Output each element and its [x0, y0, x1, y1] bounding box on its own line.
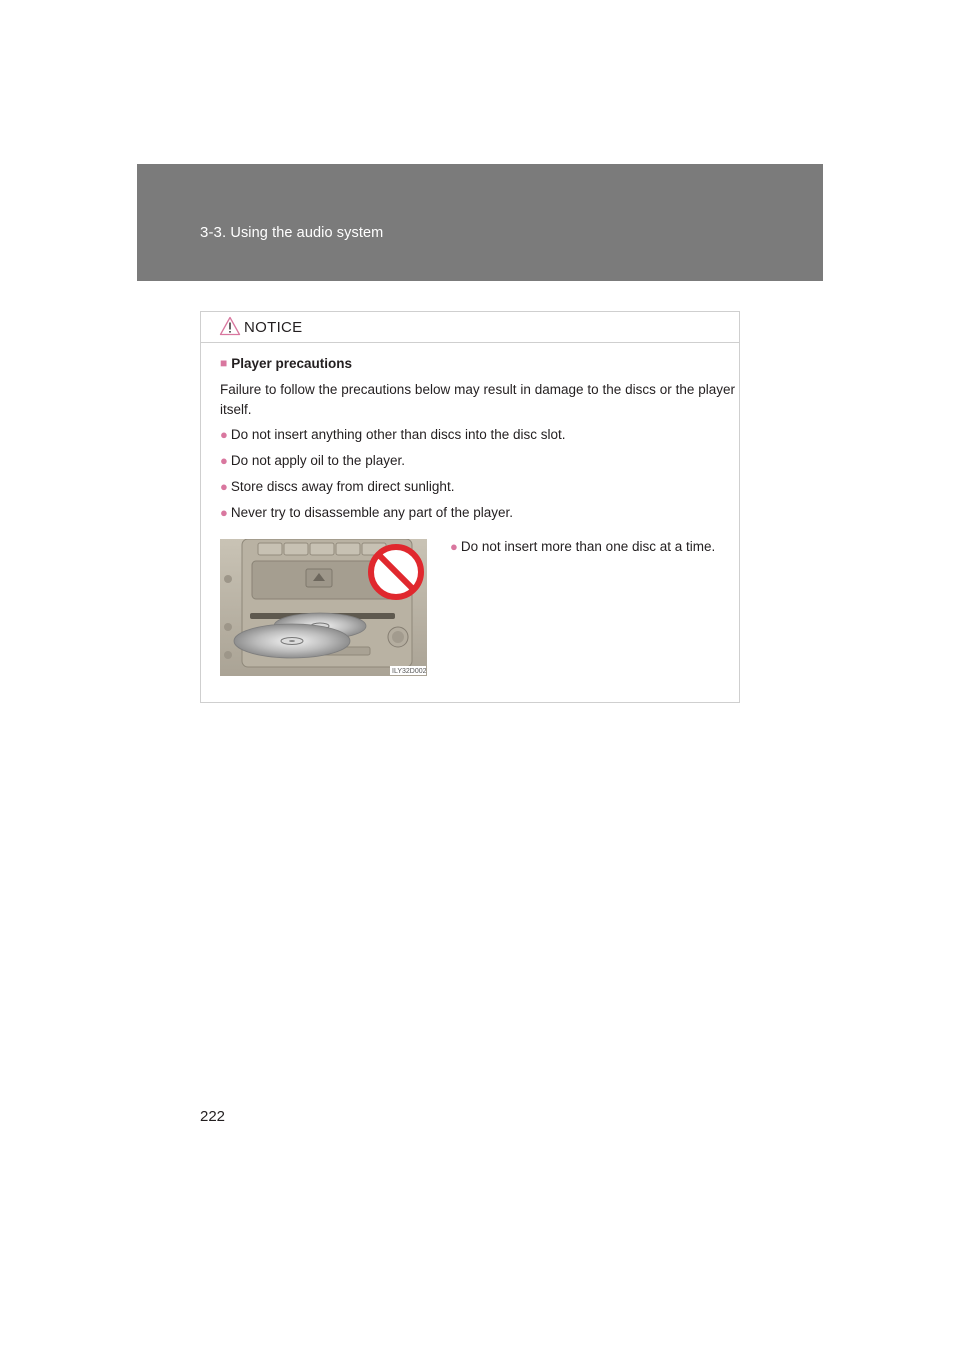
- section-title-text: Using the audio system: [230, 225, 384, 241]
- heading-text: Player precautions: [231, 356, 353, 371]
- player-precautions-heading: [220, 356, 352, 371]
- notice-label: NOTICE: [244, 319, 303, 336]
- disc-player-illustration: [220, 539, 427, 676]
- square-bullet-icon: ■: [220, 356, 228, 370]
- section-number: 3-3.: [200, 224, 227, 241]
- bullet-dot-icon: ●: [450, 539, 458, 554]
- notice-box: [200, 311, 740, 703]
- intro-paragraph: Failure to follow the precautions below may result in damage to the discs or the player itself.: [220, 382, 735, 417]
- bullet-text: Do not apply oil to the player.: [230, 453, 405, 468]
- bullet-dot-icon: ●: [220, 427, 228, 442]
- bullet-text: Never try to disassemble any part of the player.: [230, 505, 513, 520]
- note-text: Do not insert more than one disc at a time.: [460, 539, 716, 554]
- notice-header: [201, 312, 739, 343]
- header-band: [137, 164, 823, 281]
- illustration-code: ILY32D002: [392, 668, 427, 675]
- section-title: [200, 224, 383, 241]
- warning-triangle-icon: [219, 316, 241, 336]
- prohibited-icon: [371, 547, 421, 597]
- bullet-dot-icon: ●: [220, 453, 228, 468]
- page-number: 222: [200, 1108, 226, 1125]
- illustration-note: [450, 538, 715, 556]
- bullet-text: Do not insert anything other than discs into the disc slot.: [230, 427, 566, 442]
- bullet-item: [220, 504, 513, 522]
- bullet-text: Store discs away from direct sunlight.: [230, 479, 455, 494]
- bullet-item: [220, 478, 454, 496]
- bullet-dot-icon: ●: [220, 479, 228, 494]
- bullet-dot-icon: ●: [220, 505, 228, 520]
- bullet-item: [220, 452, 405, 470]
- bullet-item: [220, 426, 566, 444]
